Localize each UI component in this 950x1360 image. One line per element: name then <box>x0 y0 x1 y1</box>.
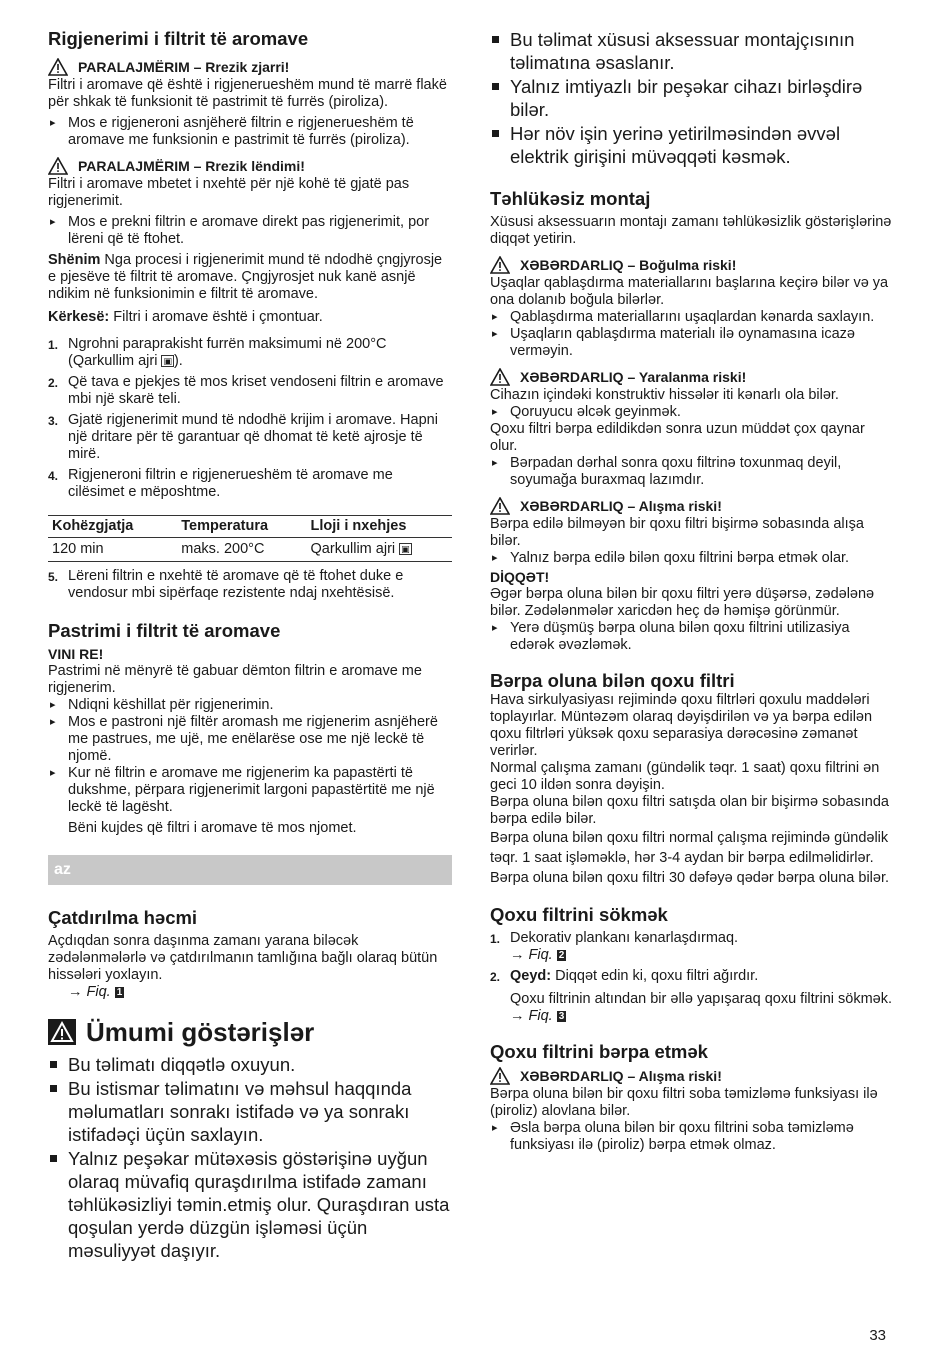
step-subtext: Qoxu filtrinin altından bir əllə yapışaraq qoxu filtrini sökmək. <box>510 991 893 1007</box>
requirement-text: Filtri i aromave është i çmontuar. <box>109 309 323 325</box>
warning-triangle-icon <box>490 497 510 515</box>
list-item: ▸ Qablaşdırma materiallarını uşaqlardan kənarda saxlayın. <box>490 309 894 326</box>
warning-text: Filtri i aromave që është i rigjenerueshëm mund të marrë flakë për shkak të funksionit të pastrimit të furrës (piroliza). <box>48 77 447 110</box>
warning-heading <box>490 1067 894 1085</box>
warning-triangle-icon <box>490 256 510 274</box>
step-item: 5. Lëreni filtrin e nxehtë të aromave që të ftohet duke e vendosur mbi sipërfaqe rezistente ndaj nxehtësisë. <box>48 568 404 601</box>
list-item: ▸ Kur në filtrin e aromave me rigjenerim ka papastërti të dukshme, përpara rigjenerimit largoni papastërtitë me një leckë të lagësht. <box>48 765 452 816</box>
warning-list <box>490 404 894 421</box>
warning-label: XƏBƏRDARLIQ – Alışma riski! <box>520 498 722 514</box>
figure-number: 3 <box>558 1011 565 1022</box>
table-header: Temperatura <box>177 516 306 538</box>
table-cell: 120 min <box>48 538 177 562</box>
step-item: 4. Rigjeneroni filtrin e rigjenerueshëm të aromave me cilësimet e mëposhtme. <box>48 467 393 500</box>
list-item: Bu təlimat xüsusi aksessuar montajçısının təlimatına əsaslanır. <box>490 28 894 74</box>
warning-list <box>490 309 894 360</box>
steps-list <box>490 930 894 1025</box>
list-item: Yalnız peşəkar mütəxəsis göstərişinə uyğun olaraq müvafiq quraşdırılma istifadə zamanı təhlükəsizliyi təmin.etmiş olur. Quraşdıran usta qoşulan yerdə düzgün işləməsi üçün məsuliyyət daşıyır. <box>48 1147 452 1262</box>
warning-triangle-icon <box>490 368 510 386</box>
paragraph: Açdıqdan sonra daşınma zamanı yarana biləcək zədələnmələrlə və çatdırılmanın tamlığına bağlı olaraq bütün hissələri yoxlayın. <box>48 933 438 983</box>
warning-text: Cihazın içindəki konstruktiv hissələr iti kənarlı ola bilər. <box>490 387 839 403</box>
hot-air-icon: ▣ <box>163 356 172 366</box>
page-number: 33 <box>869 1327 886 1344</box>
warning-text: Qoxu filtri bərpa edildikdən sonra uzun müddət çox qaynar olur. <box>490 421 865 454</box>
warning-text: Filtri i aromave mbetet i nxehtë për një kohë të gjatë pas rigjenerimit. <box>48 176 410 209</box>
section-title: Pastrimi i filtrit të aromave <box>48 620 281 641</box>
warning-triangle-icon <box>490 1067 510 1085</box>
table-header: Kohëzgjatja <box>48 516 177 538</box>
warning-label: XƏBƏRDARLIQ – Boğulma riski! <box>520 257 737 273</box>
steps-list <box>48 336 452 501</box>
note-paragraph <box>48 252 452 303</box>
attention-text: Əgər bərpa oluna bilən bir qoxu filtri yerə düşərsə, zədələnə bilər. Zədələnmələr xaricdən heç də həmişə görünmür. <box>490 586 875 619</box>
warning-list <box>490 455 894 489</box>
list-item: ▸ Yalnız bərpa edilə bilən qoxu filtrini bərpa etmək olar. <box>490 550 894 567</box>
table-cell: maks. 200°C <box>177 538 306 562</box>
list-item: ▸ Mos e pastroni një filtër aromash me rigjenerim asnjëherë me pastrues, me ujë, me enëlarëse ose me një leckë të njomë. <box>48 714 452 765</box>
warning-heading <box>48 58 452 76</box>
section-title: Çatdırılma həcmi <box>48 907 198 928</box>
list-item: ▸ Mos e rigjeneroni asnjëherë filtrin e rigjenerueshëm të aromave me funksionin e pastrimit të furrës (piroliza). <box>48 115 452 149</box>
notice-list <box>48 697 452 816</box>
warning-text: Uşaqlar qablaşdırma materiallarını başlarına keçirə bilər və ya ona dolanıb boğula bilərlər. <box>490 275 889 308</box>
arrow-right-icon: → <box>68 984 87 1000</box>
page-heading <box>48 1017 452 1047</box>
warning-triangle-icon <box>48 157 68 175</box>
paragraph: Bərpa oluna bilən qoxu filtri normal çalışma rejimində gündəlik təqr. 1 saat işləməklə, hər 3-4 aydan bir bərpa edilməlidirlər. Bərpa oluna bilən qoxu filtri 30 dəfəyə qədər bərpa oluna bilər. <box>490 830 890 886</box>
list-item: Hər növ işin yerinə yetirilməsindən əvvəl elektrik girişini müvəqqəti kəsmək. <box>490 122 894 168</box>
language-bar: az <box>48 855 452 885</box>
requirement-label: Kërkesë: <box>48 309 110 325</box>
warning-list <box>48 115 452 149</box>
general-notes-list-continued <box>490 28 894 168</box>
list-item: Yalnız imtiyazlı bir peşəkar cihazı birləşdirə bilər. <box>490 75 894 121</box>
list-item: ▸ Qoruyucu əlcək geyinmək. <box>490 404 894 421</box>
left-column <box>48 28 452 1263</box>
step-item: 2. Që tava e pjekjes të mos kriset vendoseni filtrin e aromave mbi një skarë teli. <box>48 374 444 407</box>
paragraph: Normal çalışma zamanı (gündəlik təqr. 1 saat) qoxu filtrini ən geci 10 ildən sonra dəyişin. <box>490 760 880 793</box>
warning-heading <box>490 497 894 515</box>
arrow-right-icon: → <box>510 1008 529 1024</box>
figure-reference: → Fiq. 2 <box>510 947 565 963</box>
requirement-paragraph <box>48 309 452 326</box>
section-title: Qoxu filtrini sökmək <box>490 904 668 925</box>
list-item: ▸ Uşaqların qablaşdırma materialı ilə oynamasına icazə verməyin. <box>490 326 894 360</box>
warning-list <box>490 1120 894 1154</box>
note-label: Shënim <box>48 252 101 268</box>
step-item: 1. Ngrohni paraprakisht furrën maksimumi në 200°C (Qarkullim ajri ▣ ). <box>48 336 387 369</box>
step-item: 2. Qeyd: Diqqət edin ki, qoxu filtri ağırdır. Qoxu filtrinin altından bir əllə yapışaraq qoxu filtrini sökmək. → Fiq. 3 <box>490 968 893 1024</box>
list-item: ▸ Ndiqni këshillat për rigjenerimin. <box>48 697 452 714</box>
list-item: Bu təlimatı diqqətlə oxuyun. <box>48 1053 452 1076</box>
warning-label: PARALAJMËRIM – Rrezik lëndimi! <box>78 158 305 174</box>
list-item: Bu istismar təlimatını və məhsul haqqında məlumatları sonrakı istifadə və ya sonrakı istifadəçi üçün saxlayın. <box>48 1077 452 1146</box>
page-heading-text: Ümumi göstərişlər <box>86 1017 315 1047</box>
warning-label: XƏBƏRDARLIQ – Alışma riski! <box>520 1068 722 1084</box>
paragraph: Hava sirkulyasiyası rejimində qoxu filtrləri qoxulu maddələri toplayırlar. Müntəzəm olaraq dəyişdirilən və ya bərpa edilən qoxu filtrləri yüksək qoxu separasiya dərəcəsinə zəmanət verirlər. <box>490 692 873 759</box>
table-row <box>48 538 452 562</box>
warning-triangle-icon <box>48 1019 76 1045</box>
steps-list <box>48 568 452 602</box>
step-item: 1. Dekorativ plankanı kənarlaşdırmaq. → Fiq. 2 <box>490 930 894 964</box>
paragraph: Xüsusi aksessuarın montajı zamanı təhlükəsizlik göstərişlərinə diqqət yetirin. <box>490 214 892 247</box>
general-notes-list <box>48 1053 452 1262</box>
warning-label: PARALAJMËRIM – Rrezik zjarri! <box>78 59 290 75</box>
hot-air-icon: ▣ <box>401 544 410 554</box>
warning-heading <box>48 157 452 175</box>
list-item: ▸ Mos e prekni filtrin e aromave direkt pas rigjenerimit, por lëreni që të ftohet. <box>48 214 452 248</box>
table-header: Lloji i nxehjes <box>307 516 452 538</box>
list-item: ▸ Yerə düşmüş bərpa oluna bilən qoxu filtrini utilizasiya edərək əvəzləmək. <box>490 620 894 654</box>
notice-text: Pastrimi në mënyrë të gabuar dëmton filtrin e aromave me rigjenerim. <box>48 663 422 696</box>
attention-list <box>490 620 894 654</box>
section-title: Rigjenerimi i filtrit të aromave <box>48 28 309 49</box>
warning-triangle-icon <box>48 58 68 76</box>
warning-list <box>48 214 452 248</box>
list-item: ▸ Bərpadan dərhal sonra qoxu filtrinə toxunmaq deyil, soyumağa buraxmaq lazımdır. <box>490 455 894 489</box>
notice-label: VINI RE! <box>48 646 104 662</box>
note-text: Nga procesi i rigjenerimit mund të ndodhë çngjyrosje e pjesëve të filtrit të aromave. Çngjyrosjet nuk kanë asnjë ndikim në funksionimin e filtrit të aromave. <box>48 252 443 302</box>
warning-text: Bərpa edilə bilməyən bir qoxu filtri bişirmə sobasında alışa bilər. <box>490 516 864 549</box>
section-title: Təhlükəsiz montaj <box>490 188 651 209</box>
table-cell: Qarkullim ajri ▣ <box>307 538 452 562</box>
notice-tail: Bëni kujdes që filtri i aromave të mos njomet. <box>68 820 357 836</box>
attention-label: DİQQƏT! <box>490 569 550 585</box>
step-item: 3. Gjatë rigjenerimit mund të ndodhë krijim i aromave. Hapni një dritare për të garantuar që dhomat të ketë ajrosje të mirë. <box>48 412 438 462</box>
warning-label: XƏBƏRDARLIQ – Yaralanma riski! <box>520 369 747 385</box>
warning-heading <box>490 368 894 386</box>
figure-number: 2 <box>558 950 565 961</box>
figure-reference: → Fiq. 1 <box>68 984 123 1000</box>
right-column <box>490 28 894 1158</box>
section-title: Bərpa oluna bilən qoxu filtri <box>490 670 735 691</box>
figure-reference: → Fiq. 3 <box>510 1008 565 1024</box>
paragraph: Bərpa oluna bilən qoxu filtri satışda olan bir bişirmə sobasında bərpa edilə bilər. <box>490 794 889 827</box>
section-title: Qoxu filtrini bərpa etmək <box>490 1041 708 1062</box>
warning-heading <box>490 256 894 274</box>
warning-list <box>490 550 894 567</box>
list-item: ▸ Əsla bərpa oluna bilən bir qoxu filtrini soba təmizləmə funksiyası ilə (piroliz) bərpa etmək olmaz. <box>490 1120 894 1154</box>
figure-number: 1 <box>116 987 123 998</box>
warning-text: Bərpa oluna bilən bir qoxu filtri soba təmizləmə funksiyası ilə (piroliz) alovlana bilər. <box>490 1086 878 1119</box>
settings-table <box>48 515 452 562</box>
arrow-right-icon: → <box>510 947 529 963</box>
